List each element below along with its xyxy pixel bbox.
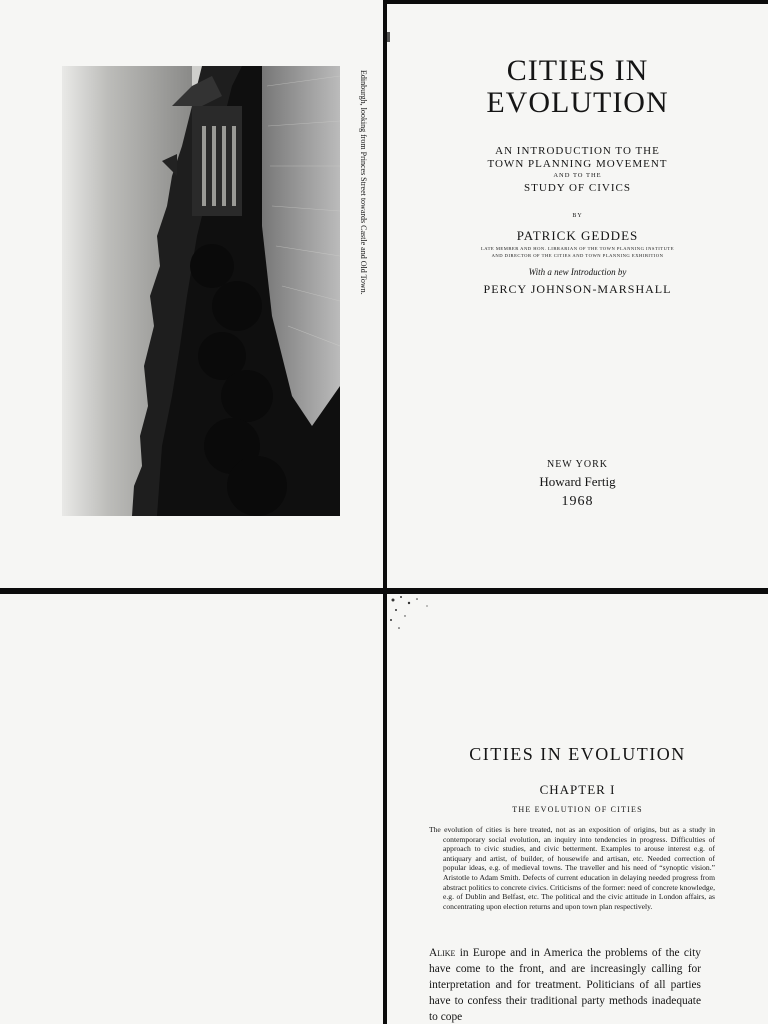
edinburgh-photograph [62,66,340,516]
by-label: BY [572,213,583,219]
chapter-synopsis: The evolution of cities is here treated, not as an exposition of origins, but as a study in contemporary social evolution, an inquiry into tendencies in progress. Difficulties of approach to civic studies, and civic betterment. Examples to arouse interest e.g. of antiquary and artist, of builder, of housewife and artisan, etc. Needed correction of popular ideas, e.g. of medieval towns. The traveller and his need of “synoptic vision.” Aristotle to Adam Smith. Defects of current education in delaying needed progress from abstract politics to concrete civics. Criticisms of the former: need of concrete knowledge, e.g. of Dublin and Belfast, etc. The political and the civic attitude in London affairs, as concentrating upon election returns and upon town plan respectively. [429,825,715,911]
publication-year: 1968 [561,494,594,509]
body-paragraph: in Europe and in America the problems of the city have come to the front, and are increasingly calling for interpretation and for treatment. Politicians of all parties have to confess their traditional party methods inadequate to cope [429,947,701,1023]
subtitle-line-1: AN INTRODUCTION TO THE [495,145,660,157]
subtitle-line-2: TOWN PLANNING MOVEMENT [487,158,668,170]
publisher-city: NEW YORK [546,459,609,470]
author-role-line-1: LATE MEMBER AND HON. LIBRARIAN OF THE TOWN PLANNING INSTITUTE [480,246,675,251]
frontispiece-page [0,0,383,588]
publisher-name: Howard Fertig [539,474,616,489]
body-first-word: Alike [429,947,456,959]
introduction-author: PERCY JOHNSON-MARSHALL [483,282,672,296]
subtitle-line-4: STUDY OF CIVICS [524,182,631,194]
subtitle-line-3: AND TO THE [553,172,602,179]
blank-page [0,594,383,1024]
introduction-note: With a new Introduction by [528,267,627,277]
chapter-page [387,594,768,1024]
author-name: PATRICK GEDDES [516,228,639,243]
running-book-title: CITIES IN EVOLUTION [469,744,686,764]
chapter-number: CHAPTER I [539,782,616,797]
title-line-2: EVOLUTION [486,86,669,119]
page-speckle [387,594,768,634]
binding-mark [387,32,390,42]
chapter-body-text [429,945,701,1024]
chapter-title: THE EVOLUTION OF CITIES [512,805,643,814]
photo-caption: Edinburgh, looking from Princes Street towards Castle and Old Town. [359,70,368,295]
title-line-1: CITIES IN [506,54,649,87]
author-role-line-2: AND DIRECTOR OF THE CITIES AND TOWN PLANNING EXHIBITION [491,253,664,258]
title-page [387,4,768,588]
